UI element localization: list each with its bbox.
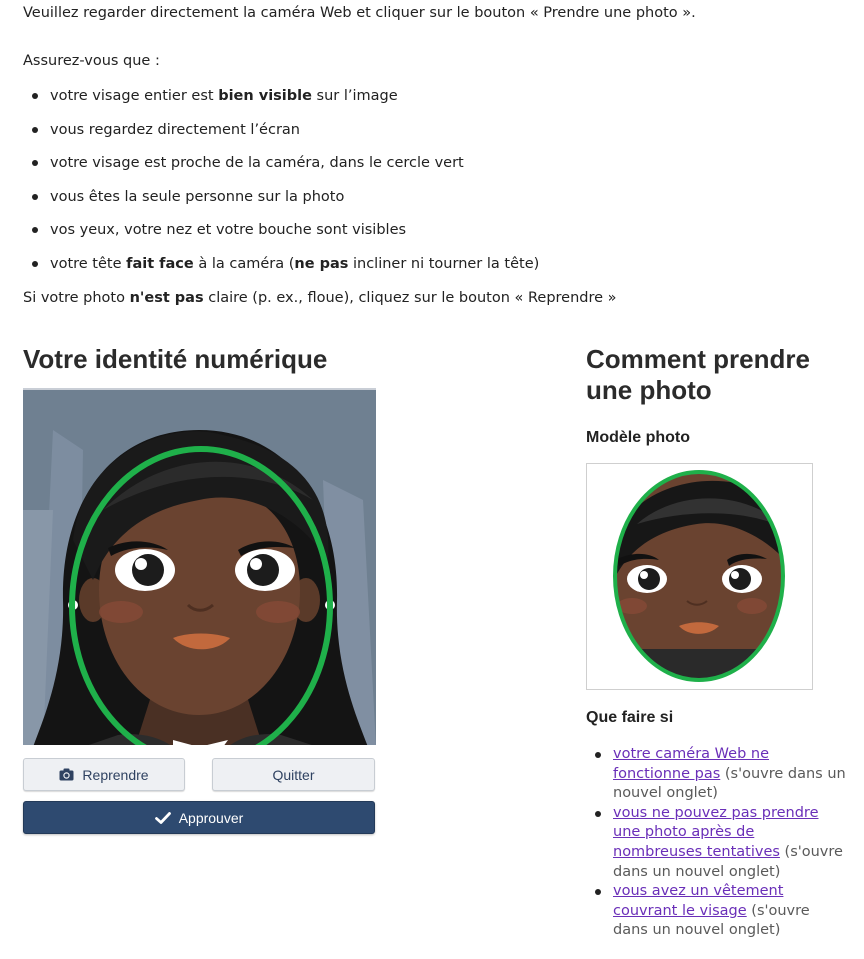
captured-face-illustration [23, 390, 376, 745]
checklist-item: votre tête fait face à la caméra (ne pas incliner ni tourner la tête) [23, 254, 539, 288]
checklist [23, 86, 539, 288]
cannot-take-photo-link[interactable]: vous ne pouvez pas prendre une photo après de nombreuses tentatives [613, 804, 819, 860]
approve-label: Approuver [178, 809, 244, 826]
checklist-item: vous êtes la seule personne sur la photo [23, 187, 539, 221]
sample-face-illustration [587, 464, 812, 689]
checklist-heading: Assurez-vous que : [23, 53, 160, 69]
how-to-title: Comment prendre une photo [586, 344, 810, 405]
retake-button[interactable] [23, 758, 185, 791]
quit-button[interactable] [212, 758, 375, 791]
checklist-item: vos yeux, votre nez et votre bouche sont visibles [23, 220, 539, 254]
checklist-item: votre visage est proche de la caméra, dans le cercle vert [23, 153, 539, 187]
webcam-not-working-link[interactable]: votre caméra Web ne fonctionne pas [613, 746, 770, 782]
help-item [586, 804, 848, 882]
approve-button[interactable] [23, 801, 375, 834]
check-icon [155, 812, 171, 824]
sample-photo [586, 463, 813, 690]
camera-icon [59, 768, 74, 781]
new-tab-note: (s'ouvre dans un nouvel onglet) [613, 843, 843, 880]
sample-photo-title: Modèle photo [586, 429, 690, 446]
webcam-photo [23, 388, 376, 745]
quit-label: Quitter [272, 766, 315, 783]
help-item [586, 745, 848, 804]
digital-identity-title: Votre identité numérique [23, 344, 328, 374]
retake-hint: Si votre photo n'est pas claire (p. ex., floue), cliquez sur le bouton « Reprendre » [23, 290, 617, 306]
retake-label: Reprendre [82, 766, 149, 783]
checklist-item: vous regardez directement l’écran [23, 120, 539, 154]
help-title: Que faire si [586, 709, 674, 726]
new-tab-note: (s'ouvre dans un nouvel onglet) [613, 902, 810, 939]
help-links [586, 745, 848, 941]
new-tab-note: (s'ouvre dans un nouvel onglet) [613, 765, 846, 802]
face-covering-link[interactable]: vous avez un vêtement couvrant le visage [613, 883, 784, 919]
help-item [586, 882, 848, 941]
instruction-text: Veuillez regarder directement la caméra Web et cliquer sur le bouton « Prendre une photo ». [23, 5, 696, 21]
checklist-item: votre visage entier est bien visible sur l’image [23, 86, 539, 120]
